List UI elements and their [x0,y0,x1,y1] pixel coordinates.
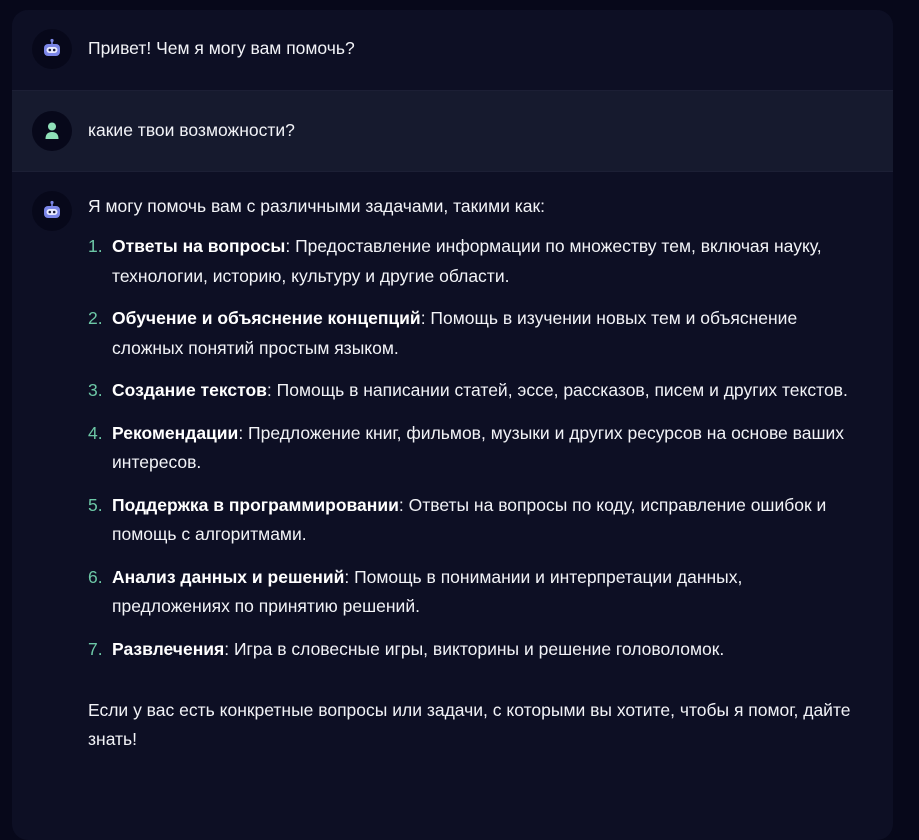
list-item [88,419,863,478]
assistant-message [12,10,893,91]
item-description: : Помощь в понимании и интерпретации данных, предложениях по принятию решений. [112,566,743,616]
message-body [88,172,863,754]
user-avatar [32,111,72,151]
item-description: : Ответы на вопросы по коду, исправление ошибок и помощь с алгоритмами. [112,494,827,544]
item-title: Рекомендации [112,422,239,443]
list-number: 1. [88,236,103,256]
list-number: 6. [88,566,103,587]
item-description: : Предложение книг, фильмов, музыки и других ресурсов на основе ваших интересов. [112,422,845,472]
capabilities-list [88,232,863,664]
item-title: Ответы на вопросы [112,236,286,256]
message-outro: Если у вас есть конкретные вопросы или задачи, с которыми вы хотите, чтобы я помог, дайте знать! [88,700,851,749]
list-number: 5. [88,494,103,515]
assistant-avatar [32,29,72,69]
item-description: : Игра в словесные игры, викторины и решение головоломок. [224,638,725,659]
item-title: Развлечения [112,638,225,659]
list-number: 3. [88,380,103,400]
item-description: : Помощь в написании статей, эссе, рассказов, писем и других текстов. [266,380,848,400]
robot-icon [41,38,63,60]
assistant-avatar [32,191,72,231]
list-item [88,376,863,406]
message-text: Привет! Чем я могу вам помочь? [88,38,355,58]
item-title: Анализ данных и решений [112,566,345,587]
item-title: Поддержка в программировании [112,494,399,515]
list-item [88,232,863,291]
list-item [88,635,863,665]
message-intro: Я могу помочь вам с различными задачами, такими как: [88,196,546,216]
user-message [12,91,893,172]
item-description: : Предоставление информации по множеству тем, включая науку, технологии, историю, культуру и другие области. [112,236,822,286]
list-item [88,563,863,622]
item-description: : Помощь в изучении новых тем и объяснение сложных понятий простым языком. [112,308,798,358]
user-icon [41,120,63,142]
assistant-message [12,172,893,754]
item-title: Обучение и объяснение концепций [112,308,421,328]
list-number: 7. [88,638,103,659]
list-number: 2. [88,308,103,328]
item-title: Создание текстов [112,380,267,400]
robot-icon [41,200,63,222]
list-item [88,304,863,363]
message-text: какие твои возможности? [88,120,295,140]
list-number: 4. [88,422,103,443]
chat-panel [12,10,893,840]
list-item [88,491,863,550]
